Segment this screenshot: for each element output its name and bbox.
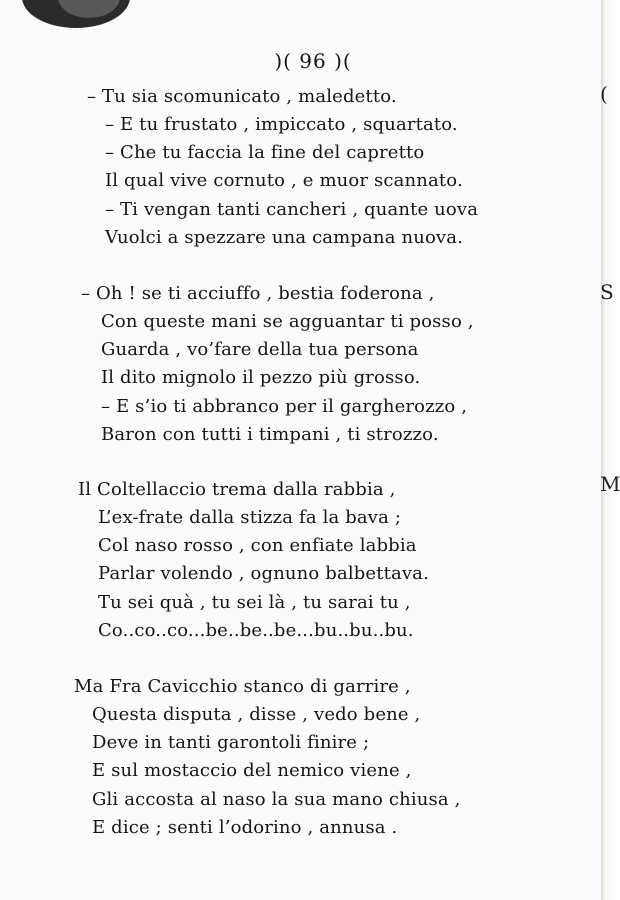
verse-line: Co..co..co...be..be..be...bu..bu..bu.: [98, 620, 414, 641]
verse-line: – E tu frustato , impiccato , squartato.: [105, 114, 458, 135]
verse-line: – E s’io ti abbranco per il gargherozzo ,: [101, 396, 468, 417]
verse-line: Il dito mignolo il pezzo più grosso.: [101, 367, 421, 388]
verse-line: E dice ; senti l’odorino , annusa .: [92, 817, 398, 838]
verse-line: Con queste mani se agguantar ti posso ,: [101, 311, 474, 332]
verse-line: Il qual vive cornuto , e muor scannato.: [105, 170, 463, 191]
verse-line: Deve in tanti garontoli finire ;: [92, 732, 370, 753]
verse-line: Questa disputa , disse , vedo bene ,: [92, 704, 421, 725]
right-margin-fragment: (: [600, 82, 608, 106]
verse-line: Guarda , vo’fare della tua persona: [101, 339, 419, 360]
verse-line: E sul mostaccio del nemico viene ,: [92, 760, 412, 781]
right-margin-fragment: S: [600, 280, 614, 304]
verse-line: Baron con tutti i timpani , ti strozzo.: [101, 424, 439, 445]
verse-line: – Oh ! se ti acciuffo , bestia foderona ,: [81, 283, 435, 304]
verse-line: – Ti vengan tanti cancheri , quante uova: [105, 199, 479, 220]
verse-line: – Tu sia scomunicato , maledetto.: [87, 86, 397, 107]
verse-line: Ma Fra Cavicchio stanco di garrire ,: [74, 676, 411, 697]
verse-line: Col naso rosso , con enfiate labbia: [98, 535, 417, 556]
verse-line: Gli accosta al naso la sua mano chiusa ,: [92, 789, 461, 810]
verse-line: Parlar volendo , ognuno balbettava.: [98, 563, 429, 584]
page-edge: [601, 0, 616, 900]
verse-line: Vuolci a spezzare una campana nuova.: [105, 227, 463, 248]
verse-line: Il Coltellaccio trema dalla rabbia ,: [78, 479, 396, 500]
verse-line: Tu sei quà , tu sei là , tu sarai tu ,: [98, 592, 411, 613]
verse-line: L’ex-frate dalla stizza fa la bava ;: [98, 507, 402, 528]
page-number: )( 96 )(: [274, 49, 352, 73]
verse-line: – Che tu faccia la fine del capretto: [105, 142, 425, 163]
right-margin-fragment: M: [600, 472, 620, 496]
